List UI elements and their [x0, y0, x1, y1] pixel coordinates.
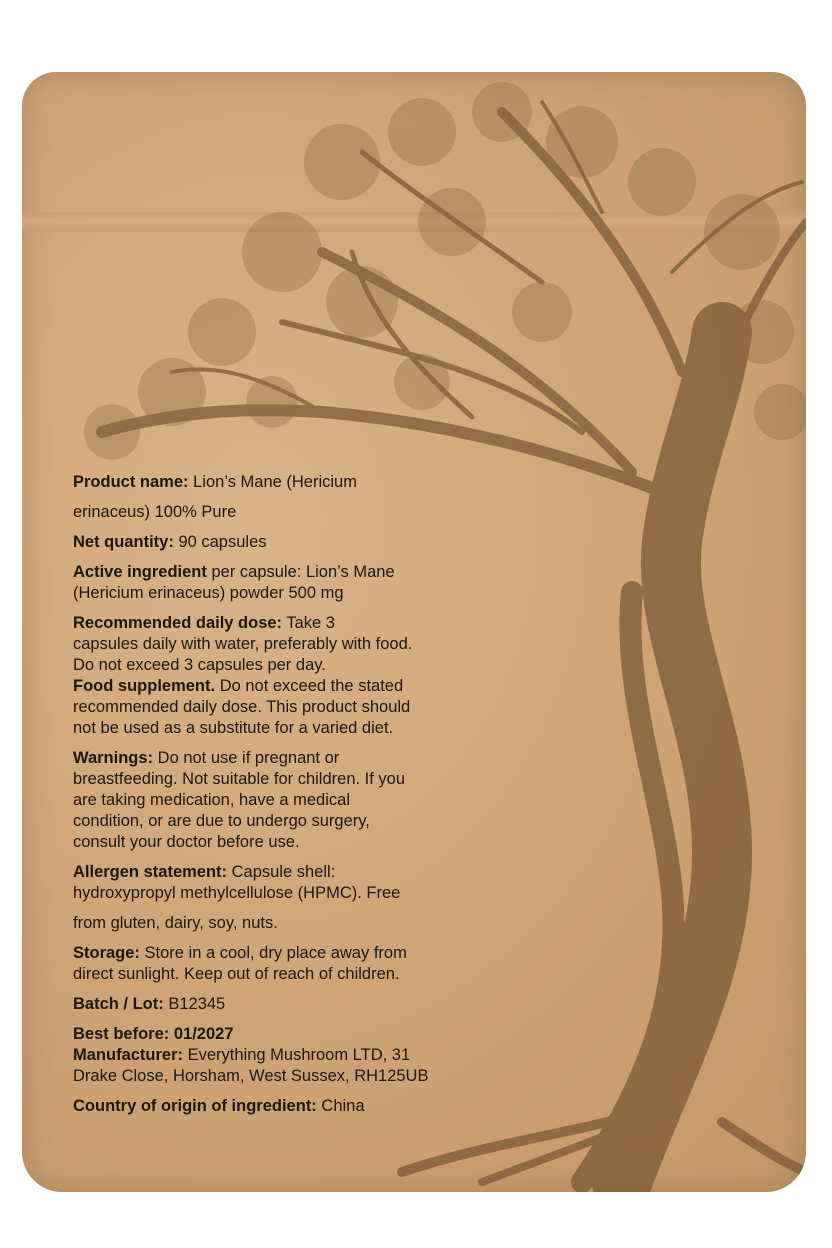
- origin-line: [73, 1096, 458, 1117]
- origin-value: China: [321, 1097, 365, 1115]
- manufacturer-line: [73, 1045, 458, 1066]
- warnings-value-4: condition, or are due to undergo surgery,: [73, 812, 370, 830]
- warnings-value-2: breastfeeding. Not suitable for children. If you: [73, 770, 406, 788]
- product-name-value-2: erinaceus) 100% Pure: [73, 503, 237, 521]
- daily-dose-value: Take 3: [286, 614, 335, 632]
- warnings-line-4: [73, 811, 458, 832]
- product-name-line: [73, 472, 458, 493]
- warnings-value: Do not use if pregnant or: [157, 749, 340, 767]
- warnings-value-3: are taking medication, have a medical: [73, 791, 350, 809]
- active-ingredient-line-2: [73, 583, 458, 604]
- product-name-label: Product name:: [73, 473, 189, 491]
- allergen-label: Allergen statement:: [73, 863, 228, 881]
- best-before-line: [73, 1024, 458, 1045]
- active-ingredient-value-2: (Hericium erinaceus) powder 500 mg: [73, 584, 344, 602]
- manufacturer-value-2: Drake Close, Horsham, West Sussex, RH125UB: [73, 1067, 429, 1085]
- manufacturer-value: Everything Mushroom LTD, 31: [187, 1046, 411, 1064]
- net-quantity-value: 90 capsules: [178, 533, 267, 551]
- warnings-label: Warnings:: [73, 749, 154, 767]
- warnings-line-2: [73, 769, 458, 790]
- active-ingredient-value: per capsule: Lion’s Mane: [211, 563, 395, 581]
- daily-dose-line-3: [73, 655, 458, 676]
- warnings-value-5: consult your doctor before use.: [73, 833, 300, 851]
- food-supplement-line-2: [73, 697, 458, 718]
- warnings-line-5: [73, 832, 458, 853]
- warnings-line: [73, 748, 458, 769]
- net-quantity-label: Net quantity:: [73, 533, 174, 551]
- batch-label: Batch / Lot:: [73, 995, 164, 1013]
- storage-label: Storage:: [73, 944, 140, 962]
- allergen-line: [73, 862, 458, 883]
- active-ingredient-label: Active ingredient: [73, 563, 207, 581]
- storage-value-2: direct sunlight. Keep out of reach of children.: [73, 965, 400, 983]
- storage-line: [73, 943, 458, 964]
- allergen-value-3: from gluten, dairy, soy, nuts.: [73, 914, 278, 932]
- daily-dose-label: Recommended daily dose:: [73, 614, 283, 632]
- net-quantity-line: [73, 532, 458, 553]
- product-name-value: Lion’s Mane (Hericium: [193, 473, 357, 491]
- product-name-line-2: [73, 502, 458, 523]
- food-supplement-value-3: not be used as a substitute for a varied diet.: [73, 719, 394, 737]
- best-before-label: Best before: 01/2027: [73, 1025, 234, 1043]
- food-supplement-line: [73, 676, 458, 697]
- batch-value: B12345: [168, 995, 226, 1013]
- storage-value: Store in a cool, dry place away from: [144, 944, 407, 962]
- warnings-line-3: [73, 790, 458, 811]
- daily-dose-line: [73, 613, 458, 634]
- batch-line: [73, 994, 458, 1015]
- origin-label: Country of origin of ingredient:: [73, 1097, 317, 1115]
- daily-dose-line-2: [73, 634, 458, 655]
- manufacturer-label: Manufacturer:: [73, 1046, 184, 1064]
- food-supplement-label: Food supplement.: [73, 677, 216, 695]
- daily-dose-value-3: Do not exceed 3 capsules per day.: [73, 656, 326, 674]
- allergen-line-3: [73, 913, 458, 934]
- product-label: [73, 472, 458, 1117]
- allergen-value-2: hydroxypropyl methylcellulose (HPMC). Free: [73, 884, 401, 902]
- allergen-line-2: [73, 883, 458, 904]
- manufacturer-line-2: [73, 1066, 458, 1087]
- allergen-value: Capsule shell:: [231, 863, 336, 881]
- storage-line-2: [73, 964, 458, 985]
- food-supplement-line-3: [73, 718, 458, 739]
- daily-dose-value-2: capsules daily with water, preferably with food.: [73, 635, 413, 653]
- food-supplement-value: Do not exceed the stated: [219, 677, 404, 695]
- active-ingredient-line: [73, 562, 458, 583]
- food-supplement-value-2: recommended daily dose. This product should: [73, 698, 411, 716]
